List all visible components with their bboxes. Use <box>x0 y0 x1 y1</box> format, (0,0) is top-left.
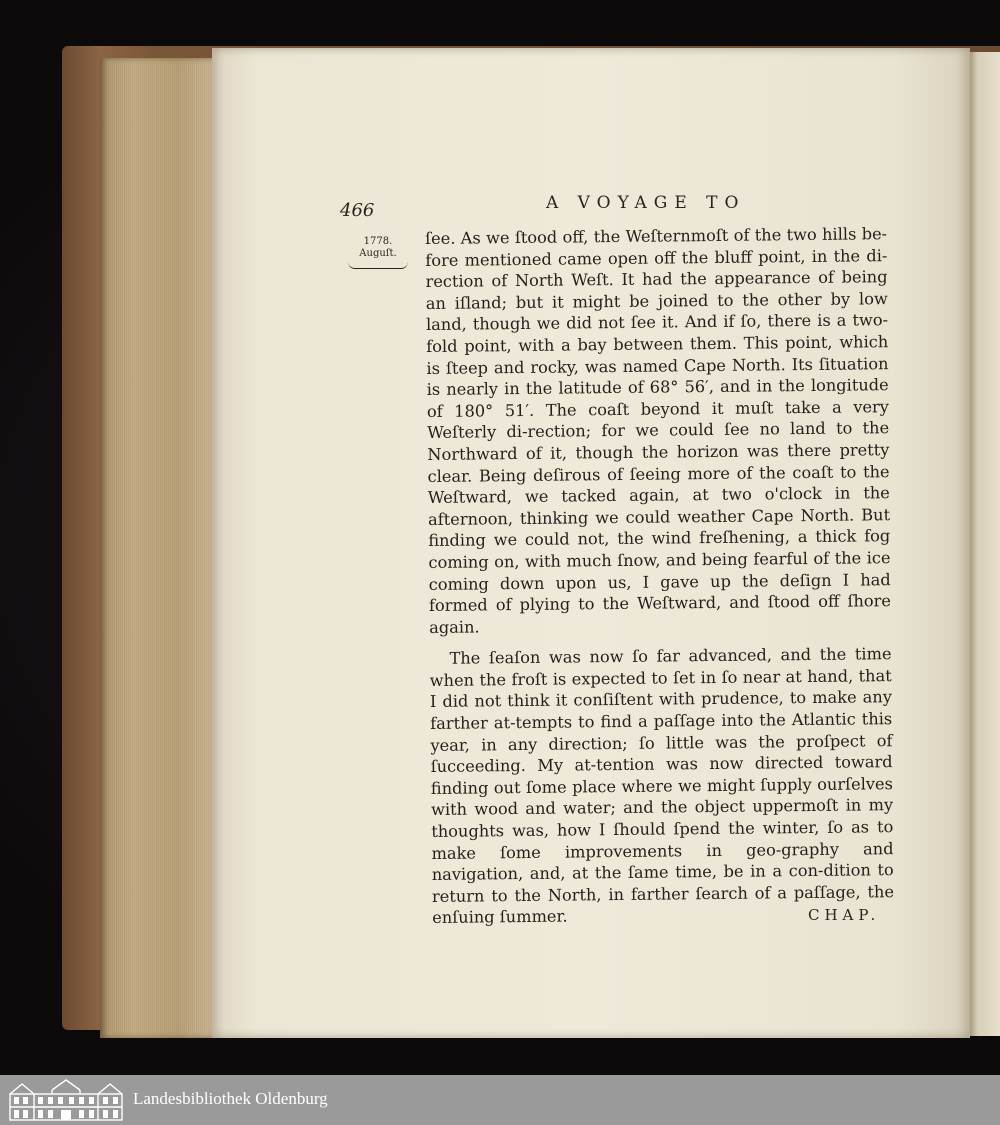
margin-note-month: Auguſt. <box>359 248 397 259</box>
margin-note-year: 1778. <box>363 236 393 247</box>
library-name: Landesbibliothek Oldenburg <box>133 1089 328 1108</box>
body-text <box>425 223 894 929</box>
paragraph-2: The ſeaſon was now ſo far advanced, and the time when the froſt is expected to ſet in ſo near at hand, that I did not think it conſiſtent with prudence, to make any farther at-tempts to find a paſſage into the Atlantic this year, in any direction; ſo little was the proſpect of ſucceeding. My at-tention was now directed toward finding out ſome place where we might ſupply ourſelves with wood and water; and the object uppermoſt in my thoughts was, how I ſhould ſpend the winter, ſo as to make ſome improvements in geo-graphy and navigation, and, at the ſame time, be in a con-dition to return to the North, in farther ſearch of a paſſage, the enſuing ſummer. <box>429 644 895 928</box>
library-building-icon <box>8 1078 124 1122</box>
paragraph-1: ſee. As we ſtood off, the Weſternmoſt of the two hills be-fore mentioned came open off the bluff point, in the di-rection of North Weſt. It had the appearance of being an iſland; but it might be joined to the other by low land, though we did not ſee it. And if ſo, there is a two-fold point, with a bay between them. This point, which is ſteep and rocky, was named Cape North. Its ſituation is nearly in the latitude of 68° 56′, and in the longitude of 180° 51′. The coaſt beyond it muſt take a very Weſterly di-rection; for we could ſee no land to the Northward of it, though the horizon was there pretty clear. Being deſirous of ſeeing more of the coaſt to the Weſtward, we tacked again, at two o'clock in the afternoon, thinking we could weather Cape North. But finding we could not, the wind freſhening, a thick fog coming on, with much ſnow, and being fearful of the ice coming down upon us, I gave up the deſign I had formed of plying to the Weſtward, and ſtood off ſhore again. <box>425 224 892 637</box>
facing-page-edge <box>968 52 1000 1036</box>
footer-bar <box>0 1075 1000 1125</box>
catchword: CHAP. <box>808 906 881 924</box>
margin-brace <box>348 262 408 269</box>
margin-note <box>346 236 410 260</box>
page-edges <box>100 58 212 1038</box>
page-number: 466 <box>340 200 375 221</box>
running-head: A VOYAGE TO <box>546 193 746 213</box>
